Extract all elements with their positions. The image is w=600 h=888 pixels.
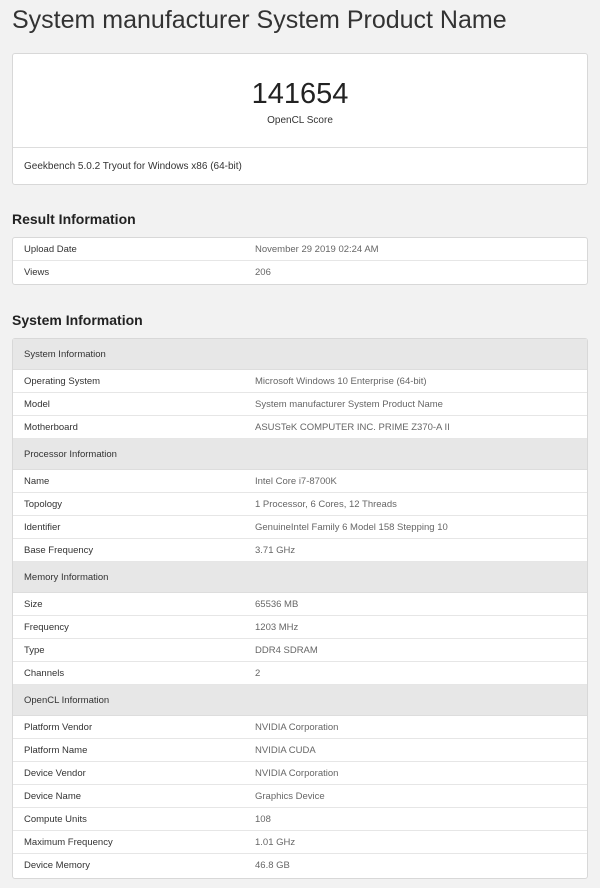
table-row: [13, 261, 587, 284]
row-key: Channels: [24, 668, 65, 679]
table-row: [13, 808, 587, 831]
row-value: 206: [255, 267, 271, 278]
row-key: Upload Date: [24, 244, 77, 255]
row-key: Maximum Frequency: [24, 837, 113, 848]
row-value: 3.71 GHz: [255, 545, 296, 556]
table-row: [13, 516, 587, 539]
row-key: Model: [24, 399, 50, 410]
system-information-table: [12, 338, 588, 879]
score-card: [12, 53, 588, 185]
benchmark-version: Geekbench 5.0.2 Tryout for Windows x86 (64-bit): [24, 161, 242, 172]
table-row: [13, 238, 587, 261]
table-row: [13, 393, 587, 416]
table-row: [13, 539, 587, 562]
row-key: Size: [24, 599, 43, 610]
table-row: [13, 616, 587, 639]
group-header-opencl: OpenCL Information: [13, 685, 587, 716]
result-information-title: Result Information: [12, 211, 136, 227]
row-value: GenuineIntel Family 6 Model 158 Stepping 10: [255, 522, 448, 533]
table-row: [13, 762, 587, 785]
row-key: Motherboard: [24, 422, 78, 433]
row-key: Topology: [24, 499, 63, 510]
table-row: [13, 716, 587, 739]
row-key: Operating System: [24, 376, 101, 387]
table-row: [13, 831, 587, 854]
row-value: 46.8 GB: [255, 860, 290, 871]
row-key: Base Frequency: [24, 545, 94, 556]
table-row: [13, 662, 587, 685]
row-value: NVIDIA CUDA: [255, 745, 316, 756]
row-key: Type: [24, 645, 45, 656]
table-row: [13, 739, 587, 762]
table-row: [13, 493, 587, 516]
row-value: 1 Processor, 6 Cores, 12 Threads: [255, 499, 397, 510]
row-key: Name: [24, 476, 50, 487]
row-key: Views: [24, 267, 50, 278]
row-key: Platform Name: [24, 745, 88, 756]
row-key: Device Vendor: [24, 768, 86, 779]
row-key: Platform Vendor: [24, 722, 93, 733]
table-row: [13, 785, 587, 808]
row-value: NVIDIA Corporation: [255, 722, 339, 733]
group-header-processor: Processor Information: [13, 439, 587, 470]
table-row: [13, 416, 587, 439]
result-information-table: [12, 237, 588, 285]
row-key: Device Name: [24, 791, 82, 802]
system-information-title: System Information: [12, 312, 143, 328]
row-value: 1.01 GHz: [255, 837, 296, 848]
row-value: November 29 2019 02:24 AM: [255, 244, 379, 255]
row-value: Intel Core i7-8700K: [255, 476, 337, 487]
group-header-memory: Memory Information: [13, 562, 587, 593]
row-key: Device Memory: [24, 860, 90, 871]
row-value: 1203 MHz: [255, 622, 299, 633]
row-value: DDR4 SDRAM: [255, 645, 318, 656]
opencl-score-label: OpenCL Score: [267, 115, 333, 126]
table-row: [13, 854, 587, 877]
row-value: 65536 MB: [255, 599, 299, 610]
row-value: Graphics Device: [255, 791, 325, 802]
page-title: System manufacturer System Product Name: [12, 6, 507, 34]
row-value: System manufacturer System Product Name: [255, 399, 443, 410]
score-panel: [13, 54, 587, 148]
opencl-score-value: 141654: [251, 78, 349, 110]
group-header-system: System Information: [13, 339, 587, 370]
row-value: 108: [255, 814, 271, 825]
row-value: Microsoft Windows 10 Enterprise (64-bit): [255, 376, 427, 387]
row-key: Compute Units: [24, 814, 87, 825]
row-value: NVIDIA Corporation: [255, 768, 339, 779]
row-key: Frequency: [24, 622, 69, 633]
table-row: [13, 470, 587, 493]
row-key: Identifier: [24, 522, 61, 533]
table-row: [13, 639, 587, 662]
table-row: [13, 593, 587, 616]
row-value: 2: [255, 668, 261, 679]
table-row: [13, 370, 587, 393]
row-value: ASUSTeK COMPUTER INC. PRIME Z370-A II: [255, 422, 450, 433]
